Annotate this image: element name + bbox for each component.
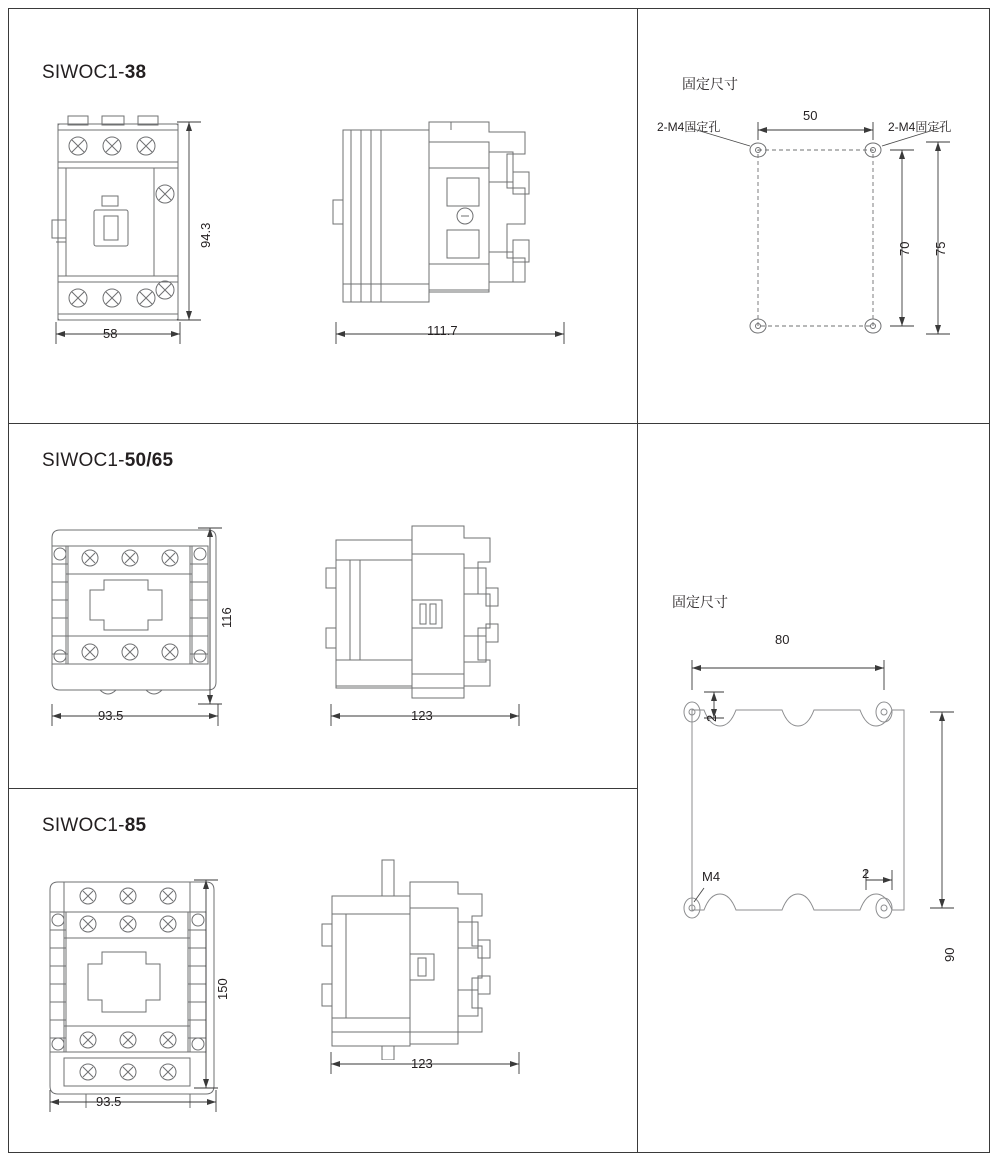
mounting-top-note-left: 2-M4固定孔	[657, 120, 721, 134]
model-prefix-85: SIWOC1-	[42, 815, 125, 836]
mounting-pattern-bottom	[670, 630, 980, 950]
mounting-bottom-height-label: 90	[942, 947, 957, 962]
mounting-top-inner-height-label: 70	[897, 241, 912, 256]
dimension-label-length-5065: 123	[411, 708, 433, 723]
dimension-label-height-38: 94.3	[198, 222, 213, 248]
panel-title-85	[42, 815, 146, 837]
dimension-width-38	[50, 318, 186, 344]
side-view-5065	[320, 508, 530, 714]
dimension-label-height-85: 150	[215, 978, 230, 1000]
dimension-width-85	[44, 1086, 224, 1112]
dimension-label-width-38: 58	[103, 326, 118, 341]
side-view-38	[325, 112, 570, 324]
mounting-top-width-label: 50	[803, 108, 818, 123]
dimension-label-length-85: 123	[411, 1056, 433, 1071]
mounting-top-outer-height-label: 75	[933, 241, 948, 256]
mounting-bottom-edge-top-label: 2	[704, 714, 719, 722]
mounting-bottom-width-label: 80	[775, 632, 790, 647]
mounting-bottom-hole-label: M4	[702, 869, 721, 884]
dimension-height-38	[175, 118, 209, 324]
panel-title-5065	[42, 450, 173, 472]
panel-title-38	[42, 62, 146, 84]
dimension-label-width-5065: 93.5	[98, 708, 124, 723]
dimension-label-width-85: 93.5	[96, 1094, 122, 1109]
horizontal-divider-1	[8, 423, 990, 424]
mounting-top-title: 固定尺寸	[682, 76, 738, 92]
mounting-pattern-top	[650, 108, 980, 343]
vertical-divider	[637, 8, 638, 1153]
model-prefix-5065: SIWOC1-	[42, 450, 125, 471]
mounting-top-note-right: 2-M4固定孔	[888, 120, 952, 134]
mounting-bottom-edge-right-label: 2	[862, 866, 870, 881]
model-suffix-5065: 50/65	[124, 450, 174, 471]
side-view-85	[318, 850, 518, 1060]
dimension-label-height-5065: 116	[219, 607, 234, 628]
horizontal-divider-2	[8, 788, 638, 789]
dimension-width-5065	[46, 700, 226, 726]
model-prefix-38: SIWOC1-	[42, 62, 125, 83]
model-suffix-85: 85	[124, 815, 147, 836]
dimension-label-length-38: 111.7	[427, 323, 458, 338]
mounting-bottom-title: 固定尺寸	[672, 594, 728, 610]
model-suffix-38: 38	[124, 62, 147, 83]
